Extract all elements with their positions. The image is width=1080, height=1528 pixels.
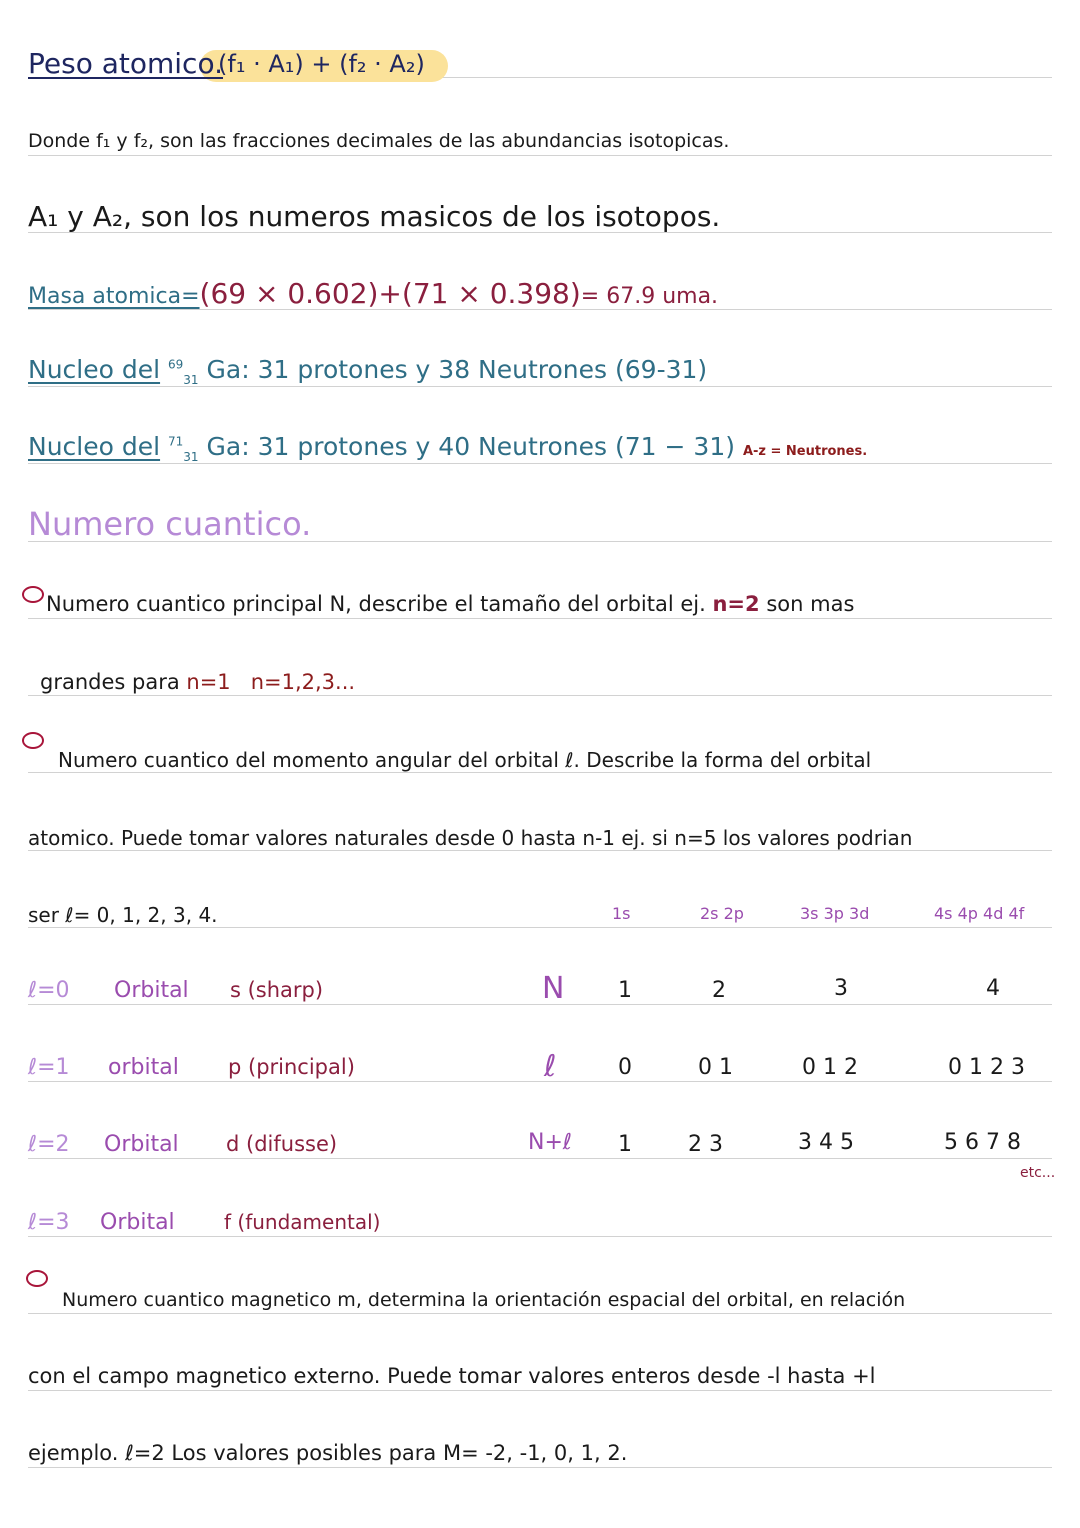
orbital-l-3: ℓ=3 bbox=[28, 1210, 70, 1235]
table-row-label: N bbox=[542, 971, 565, 1006]
masa-expression: (69 × 0.602)+(71 × 0.398) bbox=[199, 277, 581, 310]
table-cell: 4 bbox=[986, 976, 1000, 1001]
nucleo-69-z: 31 bbox=[183, 373, 199, 387]
bullet-circle-icon bbox=[22, 732, 44, 749]
orbital-word-1: orbital bbox=[108, 1055, 179, 1080]
orbital-l-1: ℓ=1 bbox=[28, 1055, 70, 1080]
principal-line-2 bbox=[40, 672, 355, 693]
nucleo-69-line bbox=[28, 357, 707, 386]
peso-formula: (f₁ · A₁) + (f₂ · A₂) bbox=[218, 50, 425, 78]
rule-line bbox=[28, 1081, 1052, 1082]
table-etc: etc... bbox=[1020, 1165, 1056, 1181]
table-cell: 3 bbox=[834, 976, 848, 1001]
orbital-word-3: Orbital bbox=[100, 1210, 175, 1235]
orbital-l-0: ℓ=0 bbox=[28, 978, 70, 1003]
masa-result: = 67.9 uma. bbox=[580, 284, 719, 309]
principal-line2-red: n=1 n=1,2,3... bbox=[186, 670, 356, 694]
table-row-label: ℓ bbox=[544, 1049, 557, 1084]
table-cell: 2 3 bbox=[688, 1132, 723, 1157]
magnetico-line-2: con el campo magnetico externo. Puede tomar valores enteros desde -l hasta +l bbox=[28, 1364, 876, 1388]
orbital-word-0: Orbital bbox=[114, 978, 189, 1003]
rule-line bbox=[28, 695, 1052, 696]
magnetico-line-1: Numero cuantico magnetico m, determina la orientación espacial del orbital, en relación bbox=[62, 1289, 906, 1311]
principal-line-1 bbox=[46, 594, 854, 615]
principal-line2-text: grandes para bbox=[40, 670, 180, 694]
orbital-type-f: f (fundamental) bbox=[224, 1210, 381, 1234]
rule-line bbox=[28, 1390, 1052, 1391]
table-cell: 0 1 2 bbox=[802, 1055, 858, 1080]
masa-line bbox=[28, 277, 719, 310]
angular-line-3: ser ℓ= 0, 1, 2, 3, 4. bbox=[28, 903, 218, 927]
orbital-type-d: d (difusse) bbox=[226, 1132, 338, 1156]
table-header: 1s bbox=[612, 904, 631, 923]
section-title: Numero cuantico. bbox=[28, 505, 312, 543]
nucleo-71-z: 31 bbox=[183, 450, 199, 464]
nucleo-69-mass: 69 bbox=[168, 357, 184, 372]
neutrones-note: A-z = Neutrones. bbox=[742, 444, 868, 459]
masa-label: Masa atomica= bbox=[28, 284, 200, 309]
table-cell: 3 4 5 bbox=[798, 1130, 854, 1155]
line-donde: Donde f₁ y f₂, son las fracciones decimales de las abundancias isotopicas. bbox=[28, 130, 730, 152]
nucleo-71-line bbox=[28, 434, 867, 463]
rule-line bbox=[28, 463, 1052, 464]
principal-n2: n=2 bbox=[712, 592, 760, 616]
nucleo-69-text: : 31 protones y 38 Neutrones (69-31) bbox=[241, 355, 708, 384]
table-cell: 2 bbox=[712, 978, 726, 1003]
nucleo-69-symbol: Ga bbox=[206, 355, 242, 384]
rule-line bbox=[28, 1467, 1052, 1468]
table-header: 3s 3p 3d bbox=[800, 904, 870, 923]
rule-line bbox=[28, 772, 1052, 773]
bullet-circle-icon bbox=[26, 1270, 48, 1287]
table-row-label: N+ℓ bbox=[528, 1130, 572, 1155]
nucleo-71-prefix: Nucleo del bbox=[28, 432, 161, 461]
principal-end: son mas bbox=[766, 592, 855, 616]
angular-line-1: Numero cuantico del momento angular del orbital ℓ. Describe la forma del orbital bbox=[58, 748, 872, 772]
peso-title: Peso atomico. bbox=[28, 47, 223, 80]
nucleo-69-prefix: Nucleo del bbox=[28, 355, 161, 384]
magnetico-line-3: ejemplo. ℓ=2 Los valores posibles para M= -2, -1, 0, 1, 2. bbox=[28, 1441, 628, 1465]
principal-text: Numero cuantico principal N, describe el tamaño del orbital ej. bbox=[46, 592, 706, 616]
orbital-type-p: p (principal) bbox=[228, 1055, 355, 1079]
line-a1a2: A₁ y A₂, son los numeros masicos de los isotopos. bbox=[28, 200, 721, 233]
rule-line bbox=[28, 850, 1052, 851]
rule-line bbox=[28, 927, 1052, 928]
rule-line bbox=[28, 1158, 1052, 1159]
table-cell: 5 6 7 8 bbox=[944, 1130, 1021, 1155]
table-header: 4s 4p 4d 4f bbox=[934, 904, 1025, 923]
orbital-type-s: s (sharp) bbox=[230, 978, 324, 1002]
table-cell: 0 1 2 3 bbox=[948, 1055, 1025, 1080]
bullet-circle-icon bbox=[22, 586, 44, 603]
table-cell: 0 bbox=[618, 1055, 632, 1080]
nucleo-71-text: : 31 protones y 40 Neutrones (71 − 31) bbox=[241, 432, 735, 461]
rule-line bbox=[28, 618, 1052, 619]
rule-line bbox=[28, 1236, 1052, 1237]
rule-line bbox=[28, 386, 1052, 387]
table-cell: 0 1 bbox=[698, 1055, 733, 1080]
nucleo-71-mass: 71 bbox=[168, 434, 184, 449]
rule-line bbox=[28, 1313, 1052, 1314]
nucleo-71-symbol: Ga bbox=[206, 432, 242, 461]
table-header: 2s 2p bbox=[700, 904, 744, 923]
rule-line bbox=[28, 155, 1052, 156]
angular-line-2: atomico. Puede tomar valores naturales desde 0 hasta n-1 ej. si n=5 los valores podrian bbox=[28, 826, 913, 850]
orbital-l-2: ℓ=2 bbox=[28, 1132, 70, 1157]
table-cell: 1 bbox=[618, 1132, 632, 1157]
table-cell: 1 bbox=[618, 978, 632, 1003]
rule-line bbox=[28, 1004, 1052, 1005]
orbital-word-2: Orbital bbox=[104, 1132, 179, 1157]
